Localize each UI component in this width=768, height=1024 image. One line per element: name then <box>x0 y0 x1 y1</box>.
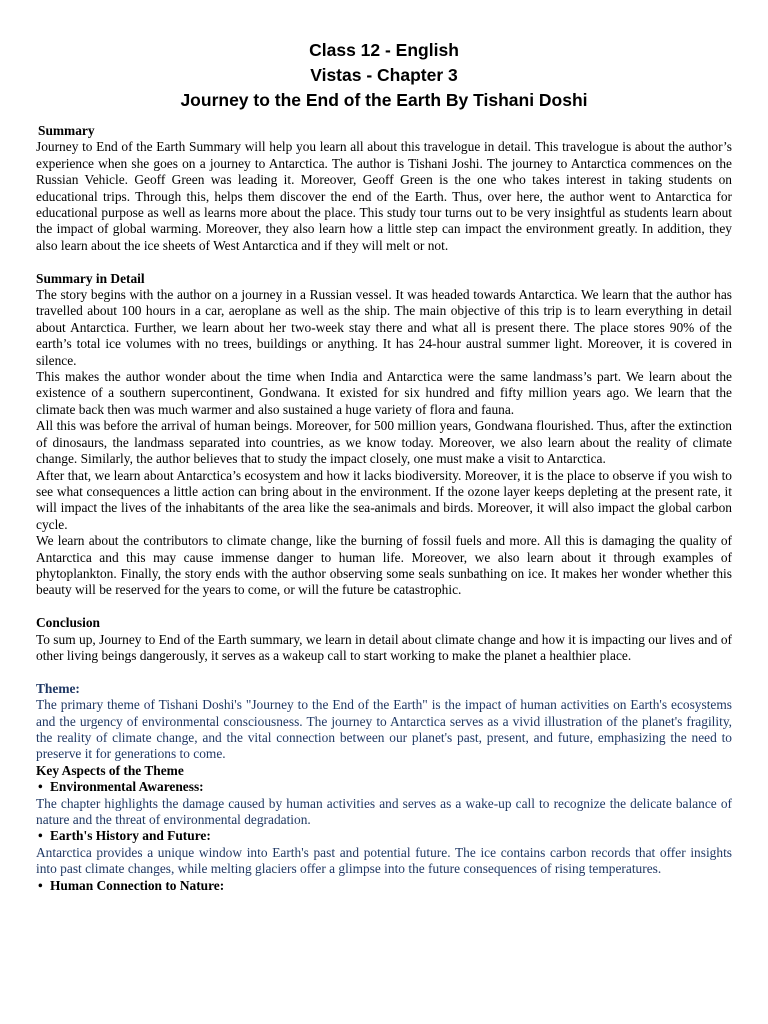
detail-paragraph: The story begins with the author on a journey in a Russian vessel. It was headed towards Antarctica. We learn that the author has travelled about 100 hours in a car, aeroplane as well as the ship. The main objective of this trip is to learn everything in detail about Antarctica. Further, we learn about her two-week stay there and what all is present there. The place stores 90% of the earth’s total ice volumes with no trees, buildings or anything. It has 24-hour austral summer light. Moreover, it is covered in silence. <box>36 287 732 368</box>
detail-paragraph: After that, we learn about Antarctica’s ecosystem and how it lacks biodiversity. Moreover, it is the place to observe if you wish to see what consequences a little action can bring about in the environment. If the ozone layer keeps depleting at the present rate, it will impact the lives of the inhabitants of the area like the sea-animals and birds. Moreover, it will also impact the global carbon cycle. <box>36 467 732 532</box>
document-header <box>36 38 732 113</box>
aspect-title: • Earth's History and Future: <box>36 828 732 844</box>
summary-heading: Summary <box>38 123 95 138</box>
theme-paragraph: The primary theme of Tishani Doshi's "Journey to the End of the Earth" is the impact of human activities on Earth's ecosystems and the urgency of environmental consciousness. The journey to Antarctica serves as a vivid illustration of the planet's fragility, the reality of climate change, and the vital connection between our planet's past, present, and future, emphasizing the need to preserve it for generations to come. <box>36 697 732 762</box>
theme-section <box>36 681 732 763</box>
document-body <box>36 123 732 894</box>
aspect-text: The chapter highlights the damage caused by human activities and serves as a wake-up call to recognize the delicate balance of nature and the threat of environmental degradation. <box>36 795 732 828</box>
summary-paragraph: Journey to End of the Earth Summary will help you learn all about this travelogue in detail. This travelogue is about the author’s experience when she goes on a journey to Antarctica. The author is Tishani Joshi. The journey to Antarctica commences on the Russian Vehicle. Geoff Green was leading it. Moreover, Geoff Green is the one who takes interest in taking students on educational trips. Through this, helps them discover the end of the Earth. Thus, over here, the author went to Antarctica for educational purpose as well as learns more about the place. This study tour turns out to be very insightful as students learn about the impact of global warming. Moreover, they also learn how a little step can impact the environment greatly. In addition, they also learn about the ice sheets of West Antarctica and if they will melt or not. <box>36 139 732 253</box>
chapter-title: Vistas - Chapter 3 <box>310 65 458 85</box>
detail-paragraph: All this was before the arrival of human beings. Moreover, for 500 million years, Gondwana flourished. Thus, after the extinction of dinosaurs, the landmass separated into countries, as we know today. Moreover, we also learn about the reality of climate change. Similarly, the author believes that to study the impact closely, one must make a visit to Antarctica. <box>36 418 732 467</box>
conclusion-heading: Conclusion <box>36 615 100 631</box>
key-aspects-heading: Key Aspects of the Theme <box>36 762 184 778</box>
aspect-title: • Human Connection to Nature: <box>36 878 732 894</box>
key-aspects-list <box>36 779 732 894</box>
story-title: Journey to the End of the Earth By Tishani Doshi <box>180 90 588 110</box>
detail-paragraph: This makes the author wonder about the time when India and Antarctica were the same landmass’s part. We learn about the existence of a southern supercontinent, Gondwana. It existed for six hundred and fifty million years ago. We learn that the climate back then was much warmer and also sustained a huge variety of flora and fauna. <box>36 369 732 417</box>
detail-paragraph: We learn about the contributors to climate change, like the burning of fossil fuels and more. All this is damaging the quality of Antarctica and this may cause immense danger to human life. Moreover, we also learn about it through examples of phytoplankton. Finally, the story ends with the author observing some seals sunbathing on ice. It makes her wonder whether this beauty will be reserved for the years to come, or will the future be catastrophic. <box>36 533 732 598</box>
theme-heading: Theme: <box>36 680 80 696</box>
aspect-text: Antarctica provides a unique window into Earth's past and potential future. The ice contains carbon records that offer insights into past climate changes, while melting glaciers offer a glimpse into the future consequences of rising temperatures. <box>36 844 732 877</box>
aspect-title: • Environmental Awareness: <box>36 779 732 795</box>
conclusion-paragraph: To sum up, Journey to End of the Earth summary, we learn in detail about climate change and how it is impacting our lives and of other living beings dangerously, it serves as a wakeup call to start working to make the planet a healthier place. <box>36 631 732 663</box>
class-title: Class 12 - English <box>309 40 459 60</box>
detail-heading: Summary in Detail <box>36 270 145 286</box>
